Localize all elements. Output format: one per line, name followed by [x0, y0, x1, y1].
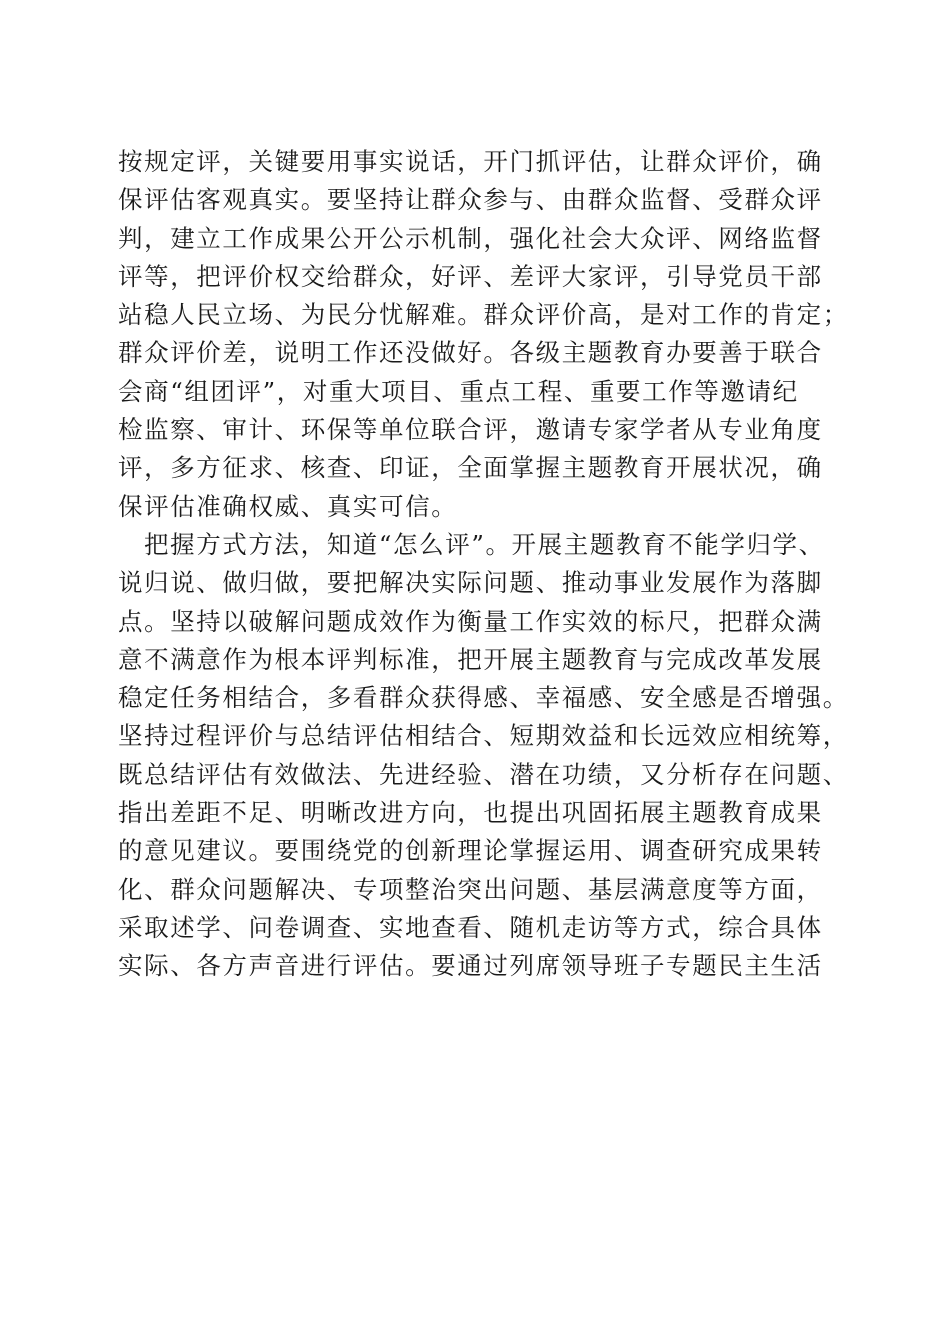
text-line: 群众评价差，说明工作还没做好。各级主题教育办要善于联合 [118, 338, 823, 368]
text-line: 判，建立工作成果公开公示机制，强化社会大众评、网络监督 [118, 223, 823, 253]
text-line: 说归说、做归做，要把解决实际问题、推动事业发展作为落脚 [118, 568, 823, 598]
text-line: 意不满意作为根本评判标准，把开展主题教育与完成改革发展 [118, 644, 823, 674]
text-line: 指出差距不足、明晰改进方向，也提出巩固拓展主题教育成果 [118, 798, 823, 828]
text-line: 既总结评估有效做法、先进经验、潜在功绩，又分析存在问题、 [118, 759, 849, 789]
text-line: 评等，把评价权交给群众，好评、差评大家评，引导党员干部 [118, 261, 823, 291]
text-line: 站稳人民立场、为民分忧解难。群众评价高，是对工作的肯定； [118, 300, 849, 330]
text-line: 保评估准确权威、真实可信。 [118, 491, 458, 521]
text-line: 把握方式方法，知道“怎么评”。开展主题教育不能学归学、 [144, 529, 825, 559]
text-line: 保评估客观真实。要坚持让群众参与、由群众监督、受群众评 [118, 185, 823, 215]
text-line: 稳定任务相结合，多看群众获得感、幸福感、安全感是否增强。 [118, 683, 849, 713]
text-line: 检监察、审计、环保等单位联合评，邀请专家学者从专业角度 [118, 415, 823, 445]
text-line: 坚持过程评价与总结评估相结合、短期效益和长远效应相统筹， [118, 721, 849, 751]
text-line: 评，多方征求、核查、印证，全面掌握主题教育开展状况，确 [118, 453, 823, 483]
text-line: 会商“组团评”，对重大项目、重点工程、重要工作等邀请纪 [118, 376, 799, 406]
text-line: 化、群众问题解决、专项整治突出问题、基层满意度等方面， [118, 874, 823, 904]
text-line: 的意见建议。要围绕党的创新理论掌握运用、调查研究成果转 [118, 836, 823, 866]
text-line: 实际、各方声音进行评估。要通过列席领导班子专题民主生活 [118, 951, 823, 981]
text-line: 采取述学、问卷调查、实地查看、随机走访等方式，综合具体 [118, 912, 823, 942]
text-line: 按规定评，关键要用事实说话，开门抓评估，让群众评价，确 [118, 147, 823, 176]
body-text [118, 143, 848, 986]
text-line: 点。坚持以破解问题成效作为衡量工作实效的标尺，把群众满 [118, 606, 823, 636]
